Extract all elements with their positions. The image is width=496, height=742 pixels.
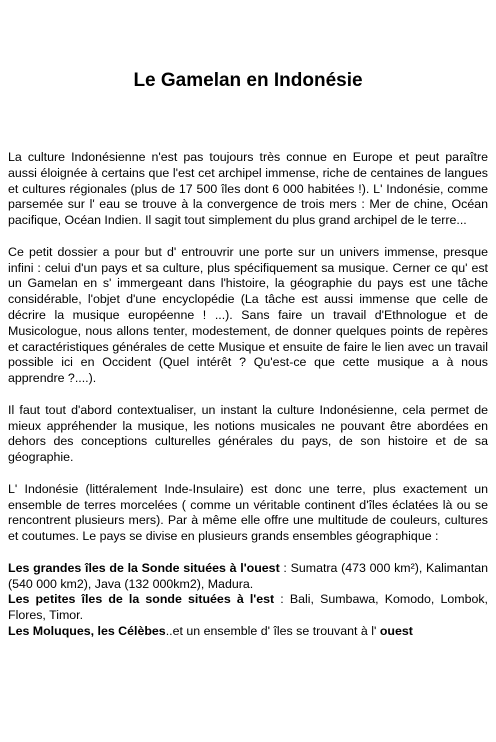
document-body — [8, 150, 488, 640]
region-item — [8, 624, 488, 640]
paragraph-intro: La culture Indonésienne n'est pas toujours très connue en Europe et peut paraître aussi éloignée à certains que l'est cet archipel immense, riche de centaines de langues et cultures régionales (plus de 17 500 îles dont 6 000 habitées !). L' Indonésie, comme parsemée sur l' eau se trouve à la convergence de trois mers : Mer de chine, Océan pacifique, Océan Indien. Il sagit tout simplement du plus grand archipel de le terre... — [8, 150, 488, 228]
region-item — [8, 592, 488, 624]
region-heading: Les Moluques, les Célèbes — [8, 623, 166, 638]
region-heading: Les grandes îles de la Sonde situées à l'ouest — [8, 560, 280, 575]
region-item — [8, 561, 488, 593]
region-tail: ouest — [379, 623, 413, 638]
page-title: Le Gamelan en Indonésie — [133, 70, 363, 91]
region-heading: Les petites îles de la sonde situées à l'est — [8, 592, 275, 607]
paragraph-geography: L' Indonésie (littéralement Inde-Insulaire) est donc une terre, plus exactement un ensemble de terres morcelées ( comme un véritable continent d'îles éclatées là ou se rencontrent plusieurs mers). Par à même elle offre une multitude de couleurs, cultures et coutumes. Le pays se divise en plusieurs grands ensembles géographique : — [8, 481, 488, 544]
region-text: ..et un ensemble d' îles se trouvant à l' — [165, 623, 380, 638]
region-text: : Sumatra (473 000 km²), Kalimantan (540 000 km2), Java (132 000km2), Madura. — [8, 560, 488, 591]
region-text: : Bali, Sumbawa, Komodo, Lombok, Flores, Timor. — [8, 592, 488, 623]
paragraph-context: Il faut tout d'abord contextualiser, un instant la culture Indonésienne, cela permet de mieux appréhender la musique, les notions musicales ne pouvant être abordées en dehors des conceptions culturelles générales du pays, de son histoire et de sa géographie. — [8, 402, 488, 465]
paragraph-purpose: Ce petit dossier a pour but d' entrouvrir une porte sur un univers immense, presque infini : celui d'un pays et sa culture, plus spécifiquement sa musique. Cerner ce qu' est un Gamelan en s' immergeant dans l'histoire, la géographie du pays est une tâche considérable, l'objet d'une encyclopédie (La tâche est aussi immense que celle de décrire la musique européenne ! ...). Sans faire un travail d'Ethnologue et de Musicologue, nous allons tenter, modestement, de donner quelques points de repères et caractéristiques générales de cette Musique et ensuite de faire le lien avec un travail possible ici en Occident (Quel intérêt ? Qu'est-ce que cette musique a à nous apprendre ?....). — [8, 244, 488, 386]
